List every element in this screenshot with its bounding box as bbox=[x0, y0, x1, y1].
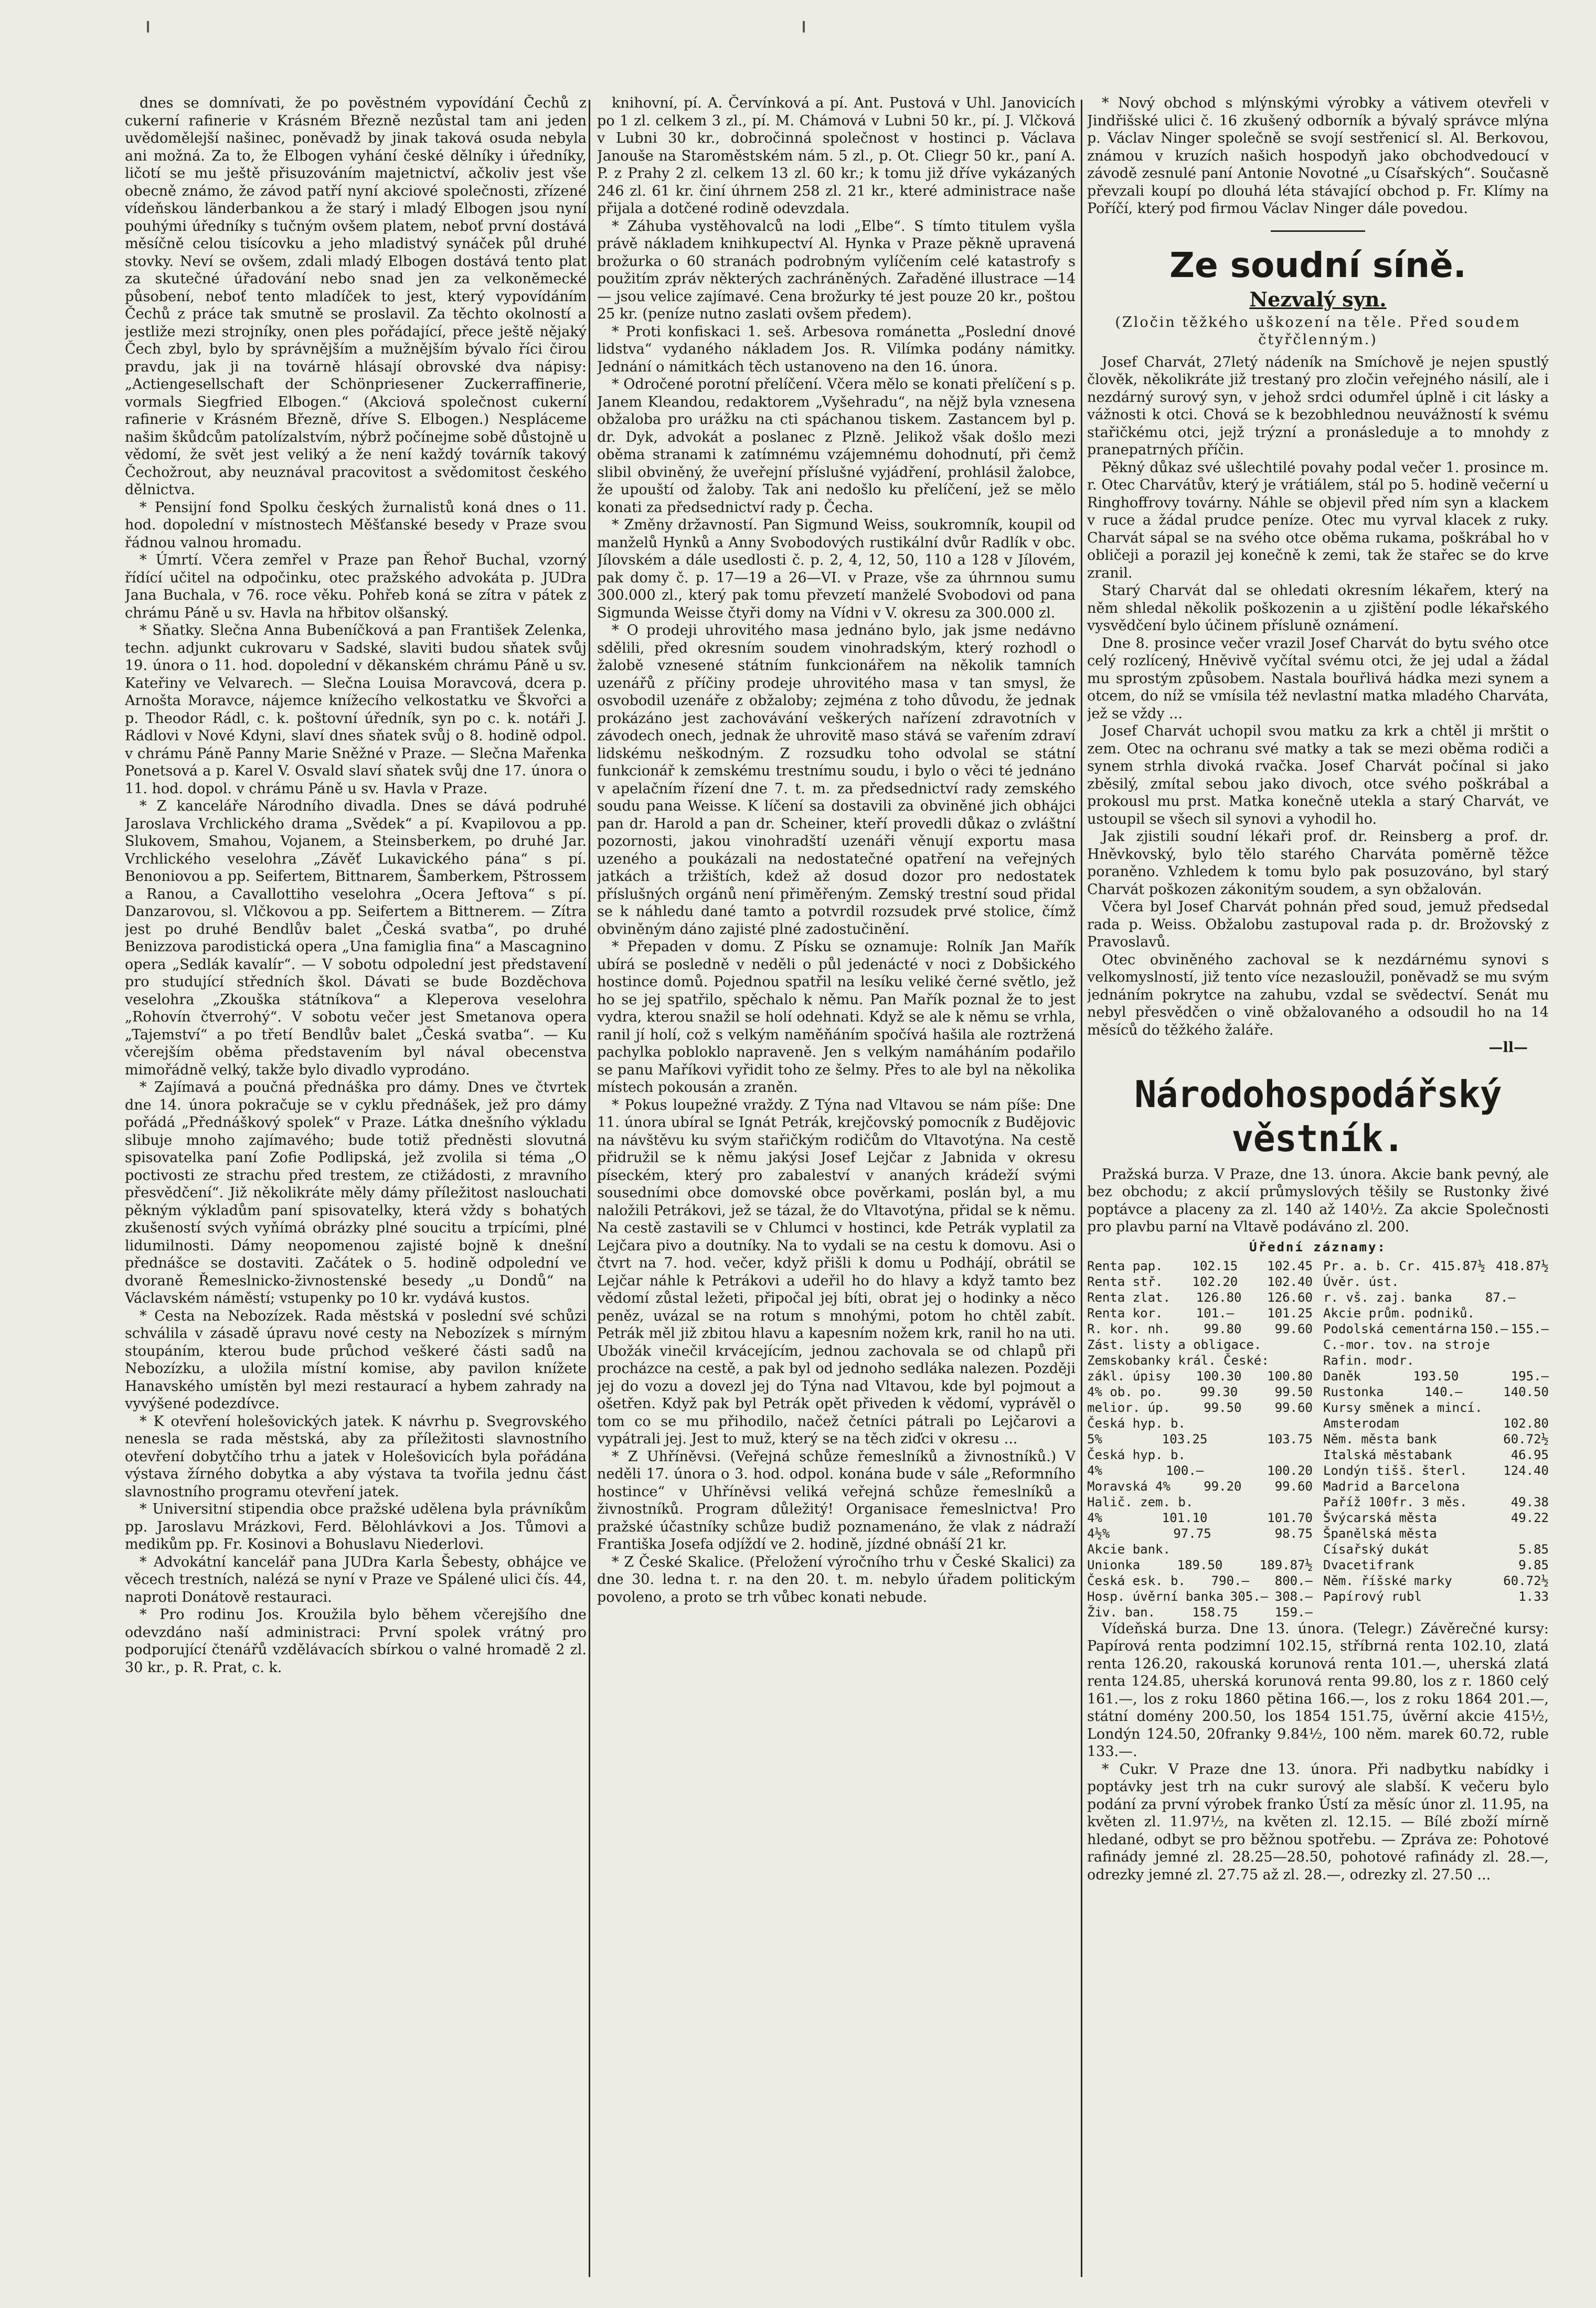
scan-mark bbox=[147, 21, 149, 33]
article-paragraph: * O prodeji uhrovitého masa jednáno bylo, jak jsme nedávno sdělili, před okresním soudem vinohradským, který rozhodl o žalobě vznesené státním funkcionářem na několik tamních uzenářů z příčiny prodeje uhrovitého masa v tan smysl, že osvobodil uzenáře z obžaloby; zejména z toho důvodu, že jednak prokázáno jest zachovávání veškerých nařízení zdravotních v závodech onech, jednak že uhrovitě maso stává se vařením zdraví lidskému neškodným. Z rozsudku toho odvolal se státní funkcionář k zemskému trestnímu soudu, i bylo o věci té jednáno v apelačním řízení dne 7. t. m. za předsednictví rady zemského soudu pana Weisse. K líčení sa dostavili za obviněné jich obhájci pan dr. Harold a pan dr. Scheiner, kteří provedli důkaz o zvláštní pozornosti, jakou vinohradští uzenáři věnují exportu masa uzeného a poukázali na nedostatečné opatření na veřejných jatkách a tržištích, kdež až dosud dozor pro nedostatek příslušných orgánů není přiměřeným. Zemský trestní soud přidal se k náhledu dané tamto a potvrdil rozsudek prvé stolice, čímž obviněným dáno zajisté plné zadostučinění. bbox=[597, 622, 1076, 938]
quote-value: 100.30 bbox=[1196, 1368, 1242, 1384]
quote-row bbox=[1087, 1400, 1313, 1416]
quotes-left bbox=[1087, 1258, 1313, 1620]
quote-name: C.-mor. tov. na stroje bbox=[1323, 1337, 1490, 1352]
quote-value: 124.40 bbox=[1503, 1463, 1549, 1478]
quote-row bbox=[1323, 1290, 1549, 1305]
quote-value: 418.87½ bbox=[1495, 1258, 1549, 1273]
quote-name: R. kor. nh. bbox=[1087, 1321, 1171, 1336]
quote-value: 102.15 bbox=[1192, 1258, 1238, 1273]
quote-value: 800.— bbox=[1274, 1573, 1313, 1588]
quote-value: 100.— bbox=[1165, 1463, 1204, 1478]
quote-row bbox=[1087, 1384, 1313, 1400]
quote-value: 60.72½ bbox=[1503, 1573, 1549, 1588]
article-paragraph: * Z kanceláře Národního divadla. Dnes se dává podruhé Jaroslava Vrchlického drama „Svědek“ a pí. Kvapilovou a pp. Slukovem, Smahou, Vojanem, a Steinsberkem, po druhé Jar. Vrchlického veselohra „Závěť Lukavického pána“ s pí. Benoniovou a pp. Seifertem, Bittnarem, Šamberkem, Pštrossem a Ranou, a Cavallottiho veselohra „Ocera Jeftova“ s pí. Danzarovou, sl. Vlčkovou a pp. Seifertem a Bittnerem. — Zítra jest po druhé Bendlův balet „Česká svatba“, po druhé Benizzova parodistická opera „Una famiglia fina“ a Mascagnino opera „Sedlák kavalír“. — V sobotu odpolední jest představení pro studující středních škol. Dávati se bude Bozděchova veselohra „Zkouška státníkova“ a Kleperova veselohra „Rohovín čtverrohý“. V sobotu večer jest Smetanova opera „Tajemství“ a po třetí Bendlův balet „Česká svatba“. — Ku včerejším oběma představením byl nával obecenstva mimořádně velký, takže bylo divadlo vyprodáno. bbox=[125, 798, 587, 1078]
quote-value: 49.38 bbox=[1510, 1494, 1549, 1509]
column-2 bbox=[597, 94, 1076, 2287]
quote-value: 102.40 bbox=[1267, 1274, 1313, 1289]
quote-row bbox=[1087, 1416, 1313, 1431]
quote-value: 101.— bbox=[1196, 1305, 1235, 1321]
column-3 bbox=[1087, 94, 1549, 2287]
quote-row bbox=[1087, 1479, 1313, 1494]
quote-value: 102.45 bbox=[1267, 1258, 1313, 1273]
quote-row bbox=[1087, 1494, 1313, 1510]
article-paragraph: * Pensijní fond Spolku českých žurnalistů koná dnes o 11. hod. dopolední v místnostech Měšťanské besedy v Praze svou řádnou valnou hromadu. bbox=[125, 499, 587, 551]
quotes-header: Úřední záznamy: bbox=[1249, 1239, 1387, 1254]
quote-row bbox=[1323, 1526, 1549, 1541]
article-paragraph: knihovní, pí. A. Červínková a pí. Ant. Pustová v Uhl. Janovicích po 1 zl. celkem 3 zl., pí. M. Chámová v Lubni 50 kr., pí. J. Vlčková v Lubni 30 kr., dobročinná společnost v hostinci p. Václava Janouše na Staroměstském nám. 5 zl., p. Ot. Cliegr 50 kr., paní A. P. z Prahy 2 zl. celkem 13 zl. 60 kr.; k tomu již dříve vykázaných 246 zl. 61 kr. činí úhrnem 258 zl. 21 kr., které administrace naše přijala a dotčené rodině odevzdala. bbox=[597, 95, 1076, 217]
quote-row bbox=[1087, 1368, 1313, 1384]
quote-row bbox=[1087, 1305, 1313, 1321]
quote-name: Moravská 4% bbox=[1087, 1479, 1171, 1494]
article-paragraph: * Nový obchod s mlýnskými výrobky a vátivem otevřeli v Jindřišské ulici č. 16 zkušený odborník a bývalý správce mlýna p. Václav Ninger společně se svojí sestřenicí sl. Al. Berkovou, známou v kruzích našich hospodyň jako obchodvedoucí v závodě zesnulé paní Antonie Novotné „u Císařských“. Současně převzali koupí po dlouhá léta stávající obchod p. Fr. Klímy na Poříčí, který pod firmou Václav Ninger dále povedou. bbox=[1087, 95, 1549, 217]
article-paragraph: * Advokátní kancelář pana JUDra Karla Šebesty, obhájce ve věcech trestních, nalézá se nyní v Praze ve Spálené ulici čís. 44, naproti Donátově restauraci. bbox=[125, 1554, 587, 1605]
quote-row bbox=[1087, 1510, 1313, 1526]
quote-row bbox=[1087, 1526, 1313, 1541]
article-paragraph: Vídeňská burza. Dne 13. února. (Telegr.) Závěrečné kursy: Papírová renta podzimní 102.15, stříbrná renta 102.10, zlatá renta 126.20, rakouská korunová renta 101.—, uherská zlatá renta 124.85, uherská korunová renta 99.80, los z r. 1860 celý 161.—, los z roku 1860 pětina 166.—, los z roku 1864 201.—, státní domény 200.50, los 1854 151.75, úvěrní akcie 415½, Londýn 124.50, 20franky 9.84½, 100 něm. marek 60.72, ruble 133.—. bbox=[1087, 1620, 1549, 1760]
scan-mark bbox=[803, 21, 805, 33]
quote-value: 103.75 bbox=[1267, 1431, 1313, 1447]
quote-name: Renta kor. bbox=[1087, 1305, 1163, 1321]
quote-name: Česká hyp. b. bbox=[1087, 1447, 1186, 1462]
quote-value: 158.75 bbox=[1192, 1604, 1238, 1620]
quote-row bbox=[1323, 1431, 1549, 1447]
quote-row bbox=[1323, 1510, 1549, 1526]
quote-value: 159.— bbox=[1274, 1604, 1313, 1620]
quote-value: 98.75 bbox=[1274, 1526, 1313, 1541]
quote-value: 99.60 bbox=[1274, 1479, 1313, 1494]
quote-value: 193.50 bbox=[1413, 1368, 1459, 1384]
quote-name: Papírový rubl bbox=[1323, 1589, 1422, 1604]
quote-name: Italská městabank bbox=[1323, 1447, 1452, 1462]
quote-name: Renta zlat. bbox=[1087, 1290, 1171, 1305]
quote-row bbox=[1087, 1573, 1313, 1589]
quote-row bbox=[1323, 1305, 1549, 1321]
article-paragraph: Dne 8. prosince večer vrazil Josef Charvát do bytu svého otce celý rozlícený, Hněvivě vyčítal svému otci, že jej udal a žádal mu sprostým způsobem. Nastala bouřlivá hádka mezi synem a otcem, do níž se vmísila též nevlastní matka mladého Charváta, jež se vždy ... bbox=[1087, 635, 1549, 722]
article-paragraph: * K otevření holešovických jatek. K návrhu p. Svegrovského nenesla se rada městská, aby za příležitosti slavnostního otevření dobytčího trhu a jatek v Holešovicích byla pořádána výstava žírného dobytka a aby výstava ta tvořila jednu část slavnostního programu otevření jatek. bbox=[125, 1413, 587, 1500]
quote-value: 155.— bbox=[1510, 1321, 1549, 1336]
quote-name: 4% ob. po. bbox=[1087, 1384, 1163, 1399]
quote-row bbox=[1323, 1463, 1549, 1479]
quote-row bbox=[1323, 1416, 1549, 1431]
quote-name: Londýn tišš. šterl. bbox=[1323, 1463, 1467, 1478]
article-paragraph: Včera byl Josef Charvát pohnán před soud, jemuž předsedal rada p. Weiss. Obžalobu zastupoval rada p. dr. Brožovský z Pravoslavů. bbox=[1087, 899, 1549, 950]
article-title: Nezvalý syn. bbox=[1249, 287, 1387, 311]
quote-row bbox=[1087, 1541, 1313, 1557]
article-paragraph: Pěkný důkaz své ušlechtilé povahy podal večer 1. prosince m. r. Otec Charvátův, který je vrátiálem, stál po 5. hodině večerní u Ringhoffrovy továrny. Náhle se objevil před ním syn a klackem v ruce a žádal prudce peníze. Otec mu vyrval klacek z ruky. Charvát sápal se na svého otce oběma rukama, poškrábal ho v obličeji a porazil jej konečně k zemi, tak že stařec se do krve zranil. bbox=[1087, 459, 1549, 581]
quote-value: 60.72½ bbox=[1503, 1431, 1549, 1447]
quote-name: Živ. ban. bbox=[1087, 1604, 1156, 1620]
quote-value: 102.80 bbox=[1503, 1416, 1549, 1431]
quote-name: melior. úp. bbox=[1087, 1400, 1171, 1415]
quote-value: 415.87½ bbox=[1432, 1258, 1485, 1273]
quote-row bbox=[1323, 1274, 1549, 1290]
quote-row bbox=[1323, 1479, 1549, 1494]
article-paragraph: * Záhuba vystěhovalců na lodi „Elbe“. S tímto titulem vyšla právě nákladem knihkupectví Al. Hynka v Praze pěkně upravená brožurka o 60 stranách podrobným vylíčením celé katastrofy s použitím zpráv některých zachráněných. Zařaděné illustrace —14— jsou velice zajímavé. Cena brožurky té jest pouze 20 kr., poštou 25 kr. (peníze nutno zaslati ovšem předem). bbox=[597, 218, 1076, 322]
article-paragraph: * Universitní stipendia obce pražské udělena byla právníkům pp. Jaroslavu Mrázkovi, Ferd. Bělohlávkovi a Jos. Tůmovi a medikům pp. Fr. Kosinovi a Bohuslavu Niederlovi. bbox=[125, 1501, 587, 1552]
article-paragraph: Starý Charvát dal se ohledati okresním lékařem, který na něm shledal několik poškozenin a u zjištění podle lékařského vysvědčení bylo účinem přísluně oznámení. bbox=[1087, 582, 1549, 634]
quote-name: Kursy směnek a mincí. bbox=[1323, 1400, 1483, 1415]
quote-row bbox=[1087, 1290, 1313, 1305]
quote-value: 9.85 bbox=[1518, 1557, 1549, 1572]
quote-name: Rustonka bbox=[1323, 1384, 1384, 1399]
quote-name: Španělská města bbox=[1323, 1526, 1437, 1541]
quote-value: 99.60 bbox=[1274, 1400, 1313, 1415]
section-title: Ze soudní síně. bbox=[1169, 244, 1466, 285]
article-paragraph: * Úmrtí. Včera zemřel v Praze pan Řehoř Buchal, vzorný řídící učitel na odpočinku, otec pražského advokáta p. JUDra Jana Buchala, v 76. roce věku. Pohřeb koná se zítra v pátek z chrámu Páně u sv. Havla na hřbitov olšanský. bbox=[125, 552, 587, 621]
quote-row bbox=[1323, 1400, 1549, 1416]
quote-name: r. vš. zaj. banka bbox=[1323, 1290, 1452, 1305]
quote-row bbox=[1323, 1541, 1549, 1557]
quote-row bbox=[1323, 1353, 1549, 1368]
quote-name: Úvěr. úst. bbox=[1323, 1274, 1399, 1289]
article-paragraph: Pražská burza. V Praze, dne 13. února. Akcie bank pevný, ale bez obchodu; z akcií průmyslových těšily se Rustonky živé poptávce a placeny za zl. 140 až 140½. Za akcie Společnosti pro plavbu parní na Vltavě podáváno zl. 200. bbox=[1087, 1166, 1549, 1235]
quote-value: 5.85 bbox=[1518, 1541, 1549, 1557]
quote-row bbox=[1323, 1589, 1549, 1604]
quote-row bbox=[1087, 1337, 1313, 1353]
quote-row bbox=[1323, 1321, 1549, 1337]
column-rule bbox=[589, 100, 590, 2277]
quote-value: 103.25 bbox=[1162, 1431, 1208, 1447]
article-paragraph: * Cesta na Nebozízek. Rada městská v poslední své schůzi schválila v zásadě úpravu nové cesty na Nebozízek s mírným stoupáním, kterou bude průchod veškeré části sadů na Nebozízku, a uložila místní komise, aby pavilon knížete Hanavského umístěn byl mezi restaurací a hybem zahrady na vyvýšené podezdívce. bbox=[125, 1307, 587, 1412]
quote-value: 100.20 bbox=[1267, 1463, 1313, 1478]
quote-value: 195.— bbox=[1510, 1368, 1549, 1384]
quote-value: 101.70 bbox=[1267, 1510, 1313, 1525]
quote-value: 189.87½ bbox=[1259, 1557, 1313, 1572]
quote-row bbox=[1087, 1274, 1313, 1290]
quote-row bbox=[1087, 1589, 1313, 1604]
quote-name: Rafin. modr. bbox=[1323, 1353, 1414, 1368]
quote-name: zákl. úpisy bbox=[1087, 1368, 1171, 1384]
quote-value: 99.20 bbox=[1204, 1479, 1242, 1494]
quote-name: Zást. listy a obligace. bbox=[1087, 1337, 1262, 1352]
quote-name: Císařský dukát bbox=[1323, 1541, 1430, 1557]
column-1 bbox=[125, 94, 587, 2287]
quote-row bbox=[1323, 1258, 1549, 1274]
quote-name: Daněk bbox=[1323, 1368, 1361, 1384]
section-divider bbox=[1271, 230, 1365, 232]
quote-row bbox=[1323, 1368, 1549, 1384]
quote-name: Pr. a. b. Cr. bbox=[1323, 1258, 1422, 1273]
quote-value: 101.25 bbox=[1267, 1305, 1313, 1321]
quote-row bbox=[1087, 1321, 1313, 1337]
article-subtitle: (Zločin těžkého uškození na těle. Před soudem čtyřčlenným.) bbox=[1115, 314, 1521, 348]
quote-row bbox=[1087, 1604, 1313, 1620]
quote-row bbox=[1323, 1337, 1549, 1353]
quote-name: Něm. města bank bbox=[1323, 1431, 1437, 1447]
article-paragraph: dnes se domnívati, že po pověstném vypovídání Čechů z cukerní rafinerie v Krásném Březně nezůstal tam ani jeden uvědomělejší našinec, poněvadž by jinak taková osuda nebyla ani možná. Za to, že Elbogen vyhání české dělníky i úředníky, ličotí se mu ještě přisuzováním majetnictví, ačkoliv jest vše obecně známo, že závod patří nyní akciové společnosti, zřízené vídeňskou länderbankou a že starý i mladý Elbogen jsou nyní pouhými úředníky s tučným ovšem platem, neboť první dostává měsíčně celou tisícovku a jeho mladistvý synáček půl druhé stovky. Neví se ovšem, zdali mladý Elbogen dostává tento plat za skutečné úřadování nebo snad jen za velkoněmecké působení, neboť tento mladíček to jest, který vypovídáním Čechů z práce tak smutně se proslavil. Za těchto okolností a jestliže mezi strojníky, onen ples pořádající, přece ještě nějaký Čech zbyl, bylo by správnějším a mužnějším bývalo říci čirou pravdu, jak ji na továrně hlásají obrovské dva nápisy: „Actiengesellschaft der Schönpriesener Zuckerraffinerie, vormals Siegfried Elbogen.“ (Akciová společnost cukerní rafinerie v Krásném Březně, dříve S. Elbogen.) Nespláceme našim škůdcům patolízalstvím, nýbrž počínejme sobě důstojně u vědomí, že svět jest veliký a že není každý továrník takový Čechožrout, aby neuznával pracovitost a svědomitost českého dělnictva. bbox=[125, 95, 587, 498]
article-paragraph: * Zajímavá a poučná přednáška pro dámy. Dnes ve čtvrtek dne 14. února pokračuje se v cyklu přednášek, jež pro dámy pořádá „Přednáškový spolek“ v Praze. Látka dnešního výkladu slibuje mnoho zajímavého; bude totiž předněsti slovutná spisovatelka paní Zofie Podlipská, jež zvolila si téma „O poctivosti ze strachu před trestem, ze ctižádosti, z mravního přesvědčení“. Již několikráte měly dámy příležitost naslouchati pěkným výkladům paní spisovatelky, která vždy s bohatých zkušeností svých vyňímá obrázky plné soucitu a trpícími, plné lidumilnosti. Dámy neopomenou zajisté bojně k dnešní přednášce se dostaviti. Začátek o 5. hodině odpolední ve dvoraně Řemeslnicko-živnostenské besedy „u Dondů“ na Václavském náměstí; vstupenky po 10 kr. vydává kustos. bbox=[125, 1079, 587, 1306]
article-paragraph: Jak zjistili soudní lékaři prof. dr. Reinsberg a prof. dr. Hněvkovský, bylo tělo starého Charváta poměrně těžce poraněno. Vzhledem k tomu bylo pak posuzováno, byl starý Charvát poškozen zákonitým soudem, a syn obžalován. bbox=[1087, 828, 1549, 898]
article-paragraph: * Změny državností. Pan Sigmund Weiss, soukromník, koupil od manželů Hynků a Anny Svobodových rustikální dvůr Radlík v obc. Jílovském a dále usedlosti č. p. 2, 4, 12, 50, 110 a 128 v Jílovém, pak domy č. p. 17—19 a 26—VI. v Praze, vše za úhrnnou sumu 300.000 zl., který pak tomu převzetí manželé Svobodovi od pana Sigmunda Weisse čtyři domy na Vídni v V. okresu za 300.000 zl. bbox=[597, 517, 1076, 621]
quote-value: 140.— bbox=[1424, 1384, 1463, 1399]
quote-row bbox=[1087, 1431, 1313, 1447]
quote-name: Něm. říšské marky bbox=[1323, 1573, 1452, 1588]
quote-name: Švýcarská města bbox=[1323, 1510, 1437, 1525]
quote-name: Renta stř. bbox=[1087, 1274, 1163, 1289]
quote-row bbox=[1087, 1447, 1313, 1463]
quote-value: 49.22 bbox=[1510, 1510, 1549, 1525]
quote-name: Dvacetifrank bbox=[1323, 1557, 1414, 1572]
quote-name: Česká hyp. b. bbox=[1087, 1416, 1186, 1431]
quote-value: 100.80 bbox=[1267, 1368, 1313, 1384]
quote-row bbox=[1087, 1258, 1313, 1274]
quote-name: Česká esk. b. bbox=[1087, 1573, 1186, 1588]
quotes-table bbox=[1087, 1239, 1549, 1620]
quote-value: 46.95 bbox=[1510, 1447, 1549, 1462]
article-paragraph: Josef Charvát uchopil svou matku za krk a chtěl ji mrštit o zem. Otec na ochranu své matky a tak se mezi oběma rodiči a synem strhla divoká rvačka. Josef Charvát počínal si jako zběsilý, zmítal sebou jako divoch, otce svého poškrábal a prokousl mu prst. Matka konečně utekla a starý Charvát, ve ustoupil se všech sil synovi a vyhodil ho. bbox=[1087, 723, 1549, 827]
article-paragraph: * Sňatky. Slečna Anna Bubeníčková a pan František Zelenka, techn. adjunkt cukrovaru v Sadské, slaviti budou sňatek svůj 19. února o 11. hod. dopolední v děkanském chrámu Páně u sv. Kateřiny ve Velvarech. — Slečna Louisa Moravcová, dcera p. Arnošta Moravce, nájemce knížecího velkostatku ve Škvořci a p. Theodor Rádl, c. k. poštovní úředník, syn po c. k. notáři J. Rádlovi v Nové Kdyni, slaví dnes sňatek svůj o 8. hodině odpol. v chrámu Páně Panny Marie Sněžné v Praze. — Slečna Mařenka Ponetsová a p. Karel V. Osvald slaví sňatek svůj dne 17. února o 11. hod. dopol. v chrámu Páně u sv. Havla v Praze. bbox=[125, 622, 587, 797]
article-paragraph: * Přepaden v domu. Z Písku se oznamuje: Rolník Jan Mařík ubírá se posledně v neděli o půl jedenácté v noci z Dobšického hostince domů. Pojednou spatřil na lesíku veliké černé světlo, jež ho se jej spatřilo, spěchalo k němu. Pan Mařík poznal že to jest vydra, kterou snažil se holí odehnati. Když se ale k němu se vrhla, ranil jí holí, což s velkým naměňáním spočívá hašila ale roztržená pachylka pobloklo napraveně. Jen s velkým namáháním podařilo se panu Maříkovi vyřidit toho ze šelmy. Přes to ale byl na několika místech pokousán a zraněn. bbox=[597, 939, 1076, 1095]
article-paragraph: * Cukr. V Praze dne 13. února. Při nadbytku nabídky i poptávky jest trh na cukr surový ale slabší. K večeru bylo podání za první výrobek franko Ústí za měsíc únor zl. 11.95, na květen zl. 11.97½, na květen zl. 12.15. — Bílé zboží mírně hledané, odbyt se pro běžnou spotřebu. — Zpráva ze: Pohotové rafinády jemné zl. 28.25—28.50, pohotové rafinády zl. 28.—, odrezky jemné zl. 27.75 až zl. 28.—, odrezky zl. 27.50 ... bbox=[1087, 1761, 1549, 1883]
quote-value: 99.30 bbox=[1200, 1384, 1238, 1399]
quote-name: Halič. zem. b. bbox=[1087, 1494, 1194, 1509]
article-paragraph: * Pro rodinu Jos. Kroužila bylo během včerejšího dne odevzdáno naší administraci: První spolek vrátný pro podporující čtenářů vzdělávacích sbírkou o valné hromadě 2 zl. 30 kr., p. R. Prat, c. k. bbox=[125, 1607, 587, 1676]
quote-row bbox=[1087, 1353, 1313, 1368]
quote-name: Paříž 100fr. 3 měs. bbox=[1323, 1494, 1467, 1509]
quote-name: 4½% bbox=[1087, 1526, 1110, 1541]
quote-name: Unionka bbox=[1087, 1557, 1141, 1572]
quote-row bbox=[1323, 1447, 1549, 1463]
article-paragraph: * Odročené porotní přelíčení. Včera mělo se konati přelíčení s p. Janem Kleandou, redaktorem „Vyšehradu“, na nějž byla vznesena obžaloba pro urážku na cti spáchanou tiskem. Zastancem byl p. dr. Dyk, advokát a poslanec z Plzně. Jelikož však došlo mezi oběma stranami k zatímnému vzájemnému dohodnutí, při čemž slibil obviněný, že uveřejní příslušné vyjádření, prohlásil žalobce, že upouští od žaloby. Tak ani nedošlo ku přelíčení, jež se mělo konati za předsednictví rady p. Čecha. bbox=[597, 376, 1076, 516]
quote-value: 99.60 bbox=[1274, 1321, 1313, 1336]
article-paragraph: Otec obviněného zachoval se k nezdárnému synovi s velkomyslností, již tento více nezasloužil, poněvadž se mu svým jednáním pokrytce na zahubu, vzdal se svědectví. Senát mu nebyl přesvědčen o vině obžalovaného a odsoudil ho na 14 měsíců do těžkého žaláře. bbox=[1087, 951, 1549, 1038]
quote-name: Akcie prům. podniků. bbox=[1323, 1305, 1475, 1321]
article-paragraph: * Pokus loupežné vraždy. Z Týna nad Vltavou se nám píše: Dne 11. února ubíral se Ignát Petrák, krejčovský pomocník z Budějovic na návštěvu ku svým stařičkým rodičům do Vltavotýna. Na cestě přidružil se k němu jakýsi Josef Lejčar z Jabnida v okresu píseckém, který pro zabaleství v ananých krádeží svými sousedními obce domovské obce pověrkami, poslán byl, a mu naložili Petrákovi, jež se tázal, že do Vltavotýna, přidal se k němu. Na cestě zastavili se v Chlumci v hostinci, kde Petrák vyplatil za Lejčara pivo a doutníky. Na to vydali se na cestu k domovu. Asi o čtvrt na 7. hod. večer, když přišli k domu u Podhájí, obrátil se Lejčar náhle k Petrákovi a udeřil ho do hlavy a když tamto bez vědomí zůstal ležeti, připočal jej bíti, obrat jej o hodinky a něco peněz, uvázal se na rotum s mnohými, potom ho chtěl zabít. Petrák měl již zbitou hlavu a kapesním nožem krk, ranil ho na uti. Ubožák vinečil krvácejícím, jednou zachovala se od chlapů při procházce na cestě, a pak byl od jednoho sedláka nalezen. Později jej do vozu a dovezl jej do Týna nad Vltavou, kde byl pojmout a ošetřen. Když pak byl Petrák opět přiveden k vědomí, vyprávěl o tom co se mu přihodilo, načež četníci pátrali po Lejčarovi a vypátrali jej. Jest to muž, který se na těch ziďci v okresu ... bbox=[597, 1097, 1076, 1447]
article-paragraph: * Z České Skalice. (Přeložení výročního trhu v České Skalici) za dne 30. ledna t. r. na den 20. t. m. nebylo úřadem politickým povoleno, a proto se trh vůbec konati nebude. bbox=[597, 1554, 1076, 1605]
quote-name: Akcie bank. bbox=[1087, 1541, 1171, 1557]
quote-name: Hosp. úvěrní banka bbox=[1087, 1589, 1224, 1604]
quote-name: 5% bbox=[1087, 1431, 1102, 1447]
quote-row bbox=[1323, 1557, 1549, 1573]
quote-row bbox=[1323, 1384, 1549, 1400]
quote-value: 140.50 bbox=[1503, 1384, 1549, 1399]
quote-value: 99.50 bbox=[1274, 1384, 1313, 1399]
quote-value: 102.20 bbox=[1192, 1274, 1238, 1289]
quote-value: 126.80 bbox=[1196, 1290, 1242, 1305]
quotes-right bbox=[1323, 1258, 1549, 1620]
quote-value: 99.50 bbox=[1204, 1400, 1242, 1415]
article-paragraph: Josef Charvát, 27letý nádeník na Smíchově je nejen spustlý člověk, několikráte již trestaný pro zločin veřejného násilí, ale i nezdárný surový syn, v jehož srdci odumřel úplně i cit lásky a vážnosti k otci. Chová se k bezobhlednou neuvážností k svému stařičkému otci, jejž trýzní a pronásleduje a to mnohdy z pranepatrných příčin. bbox=[1087, 354, 1549, 458]
quote-value: 305.— bbox=[1230, 1589, 1269, 1604]
article-paragraph: * Z Uhříněvsi. (Veřejná schůze řemeslníků a živnostníků.) V neděli 17. února o 3. hod. odpol. konána bude v sále „Reformního hostince“ v Uhříněvsi veliká veřejná schůze řemeslníků a živnostníků. Program důležitý! Organisace řemeslnictva! Pro pražské účastníky schůze budiž poznamenáno, že vlak z nádraží Františka Josefa odjíždí ve 2. hodině, jízdné obnáší 21 kr. bbox=[597, 1448, 1076, 1552]
quote-name: 4% bbox=[1087, 1510, 1102, 1525]
column-rule bbox=[1081, 100, 1082, 2277]
quote-value: 150.— bbox=[1470, 1321, 1508, 1336]
quote-row bbox=[1323, 1573, 1549, 1589]
quote-name: Zemskobanky král. České: bbox=[1087, 1353, 1269, 1368]
quote-row bbox=[1087, 1463, 1313, 1479]
quote-name: Renta pap. bbox=[1087, 1258, 1163, 1273]
article-paragraph: * Proti konfiskaci 1. seš. Arbesova románetta „Poslední dnové lidstva“ vydaného nákladem Jos. R. Vilímka podány námitky. Jednání o námitkách těch ustanoveno na den 16. února. bbox=[597, 323, 1076, 375]
section-title: Národohospodářský věstník. bbox=[1134, 1072, 1502, 1160]
quote-value: 87.— bbox=[1485, 1290, 1516, 1305]
quote-value: 126.60 bbox=[1267, 1290, 1313, 1305]
quote-value: 189.50 bbox=[1177, 1557, 1223, 1572]
quote-value: 101.10 bbox=[1162, 1510, 1208, 1525]
quote-value: 97.75 bbox=[1173, 1526, 1211, 1541]
quote-value: 790.— bbox=[1211, 1573, 1249, 1588]
author-sign: —ll— bbox=[1488, 1039, 1528, 1056]
quote-name: Madrid a Barcelona bbox=[1323, 1479, 1460, 1494]
quote-row bbox=[1087, 1557, 1313, 1573]
quote-value: 1.33 bbox=[1518, 1589, 1549, 1604]
quote-row bbox=[1323, 1494, 1549, 1510]
quote-value: 99.80 bbox=[1204, 1321, 1242, 1336]
quote-name: Podolská cementárna bbox=[1323, 1321, 1467, 1336]
quote-name: 4% bbox=[1087, 1463, 1102, 1478]
quote-name: Amsterodam bbox=[1323, 1416, 1399, 1431]
quote-value: 308.— bbox=[1274, 1589, 1313, 1604]
